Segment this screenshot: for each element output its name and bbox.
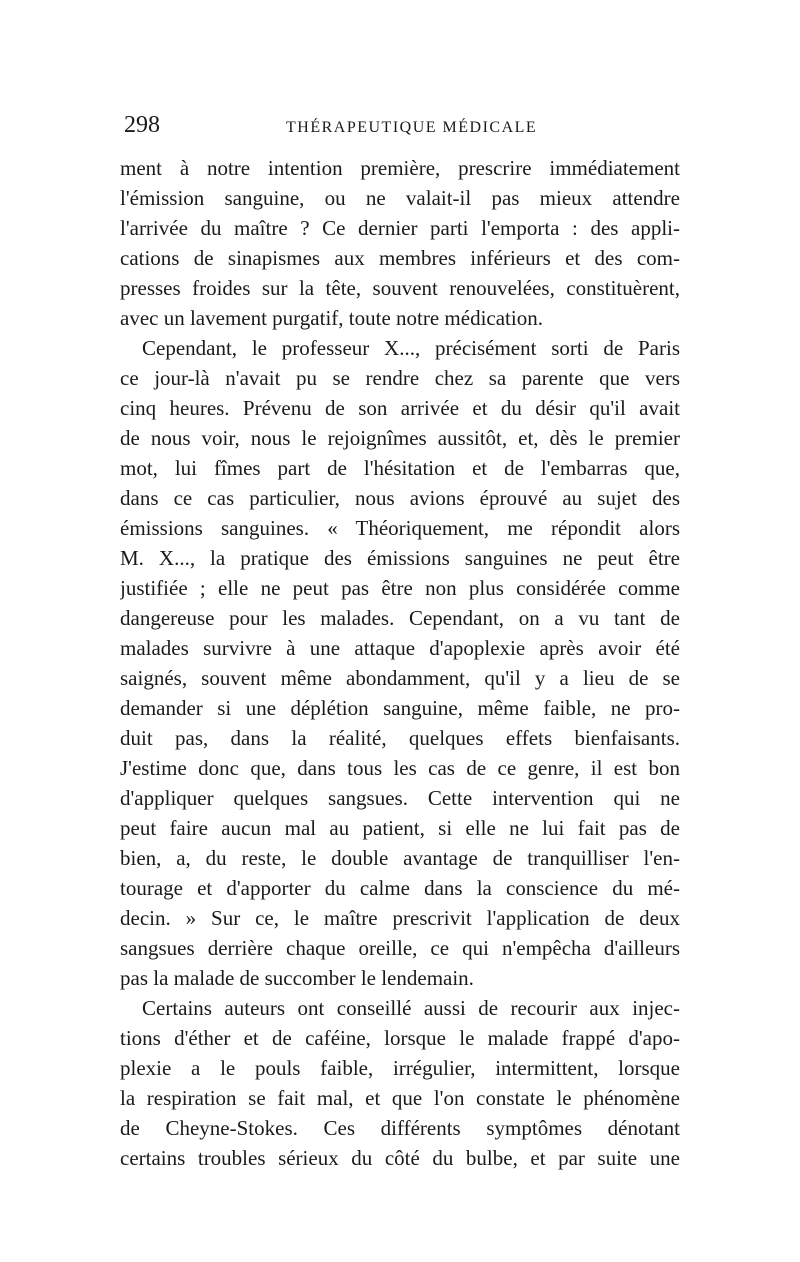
text-line: malades survivre à une attaque d'apoplexie après avoir été — [120, 636, 680, 660]
text-line: J'estime donc que, dans tous les cas de ce genre, il est bon — [120, 756, 680, 780]
text-line: decin. » Sur ce, le maître prescrivit l'application de deux — [120, 906, 680, 930]
text-line: demander si une déplétion sanguine, même faible, ne pro- — [120, 696, 680, 720]
text-line: dangereuse pour les malades. Cependant, on a vu tant de — [120, 606, 680, 630]
text-line: de nous voir, nous le rejoignîmes aussitôt, et, dès le premier — [120, 426, 680, 450]
text-line: presses froides sur la tête, souvent renouvelées, constituèrent, — [120, 276, 680, 300]
text-line: peut faire aucun mal au patient, si elle ne lui fait pas de — [120, 816, 680, 840]
text-line: avec un lavement purgatif, toute notre médication. — [120, 306, 543, 330]
text-line: l'émission sanguine, ou ne valait-il pas mieux attendre — [120, 186, 680, 210]
text-line: sangsues derrière chaque oreille, ce qui n'empêcha d'ailleurs — [120, 936, 680, 960]
text-line: plexie a le pouls faible, irrégulier, intermittent, lorsque — [120, 1056, 680, 1080]
text-line: dans ce cas particulier, nous avions éprouvé au sujet des — [120, 486, 680, 510]
text-line: saignés, souvent même abondamment, qu'il y a lieu de se — [120, 666, 680, 690]
text-line: la respiration se fait mal, et que l'on constate le phénomène — [120, 1086, 680, 1110]
page-number: 298 — [124, 112, 160, 138]
text-line: cations de sinapismes aux membres inférieurs et des com- — [120, 246, 680, 270]
text-line: ce jour-là n'avait pu se rendre chez sa parente que vers — [120, 366, 680, 390]
text-line: M. X..., la pratique des émissions sanguines ne peut être — [120, 546, 680, 570]
text-line: d'appliquer quelques sangsues. Cette intervention qui ne — [120, 786, 680, 810]
text-line: pas la malade de succomber le lendemain. — [120, 966, 474, 990]
text-line: justifiée ; elle ne peut pas être non plus considérée comme — [120, 576, 680, 600]
text-line: Cependant, le professeur X..., précisément sorti de Paris — [142, 336, 680, 360]
text-line: duit pas, dans la réalité, quelques effets bienfaisants. — [120, 726, 680, 750]
text-line: de Cheyne-Stokes. Ces différents symptômes dénotant — [120, 1116, 680, 1140]
body-text — [120, 153, 680, 1173]
text-line: tourage et d'apporter du calme dans la conscience du mé- — [120, 876, 680, 900]
text-line: bien, a, du reste, le double avantage de tranquilliser l'en- — [120, 846, 680, 870]
text-line: tions d'éther et de caféine, lorsque le malade frappé d'apo- — [120, 1026, 680, 1050]
text-line: cinq heures. Prévenu de son arrivée et du désir qu'il avait — [120, 396, 680, 420]
page-header — [120, 110, 680, 144]
text-line: certains troubles sérieux du côté du bulbe, et par suite une — [120, 1146, 680, 1170]
text-line: Certains auteurs ont conseillé aussi de recourir aux injec- — [142, 996, 680, 1020]
text-line: l'arrivée du maître ? Ce dernier parti l'emporta : des appli- — [120, 216, 680, 240]
running-title: THÉRAPEUTIQUE MÉDICALE — [286, 119, 538, 136]
text-line: émissions sanguines. « Théoriquement, me répondit alors — [120, 516, 680, 540]
text-line: mot, lui fîmes part de l'hésitation et de l'embarras que, — [120, 456, 680, 480]
text-line: ment à notre intention première, prescrire immédiatement — [120, 156, 680, 180]
